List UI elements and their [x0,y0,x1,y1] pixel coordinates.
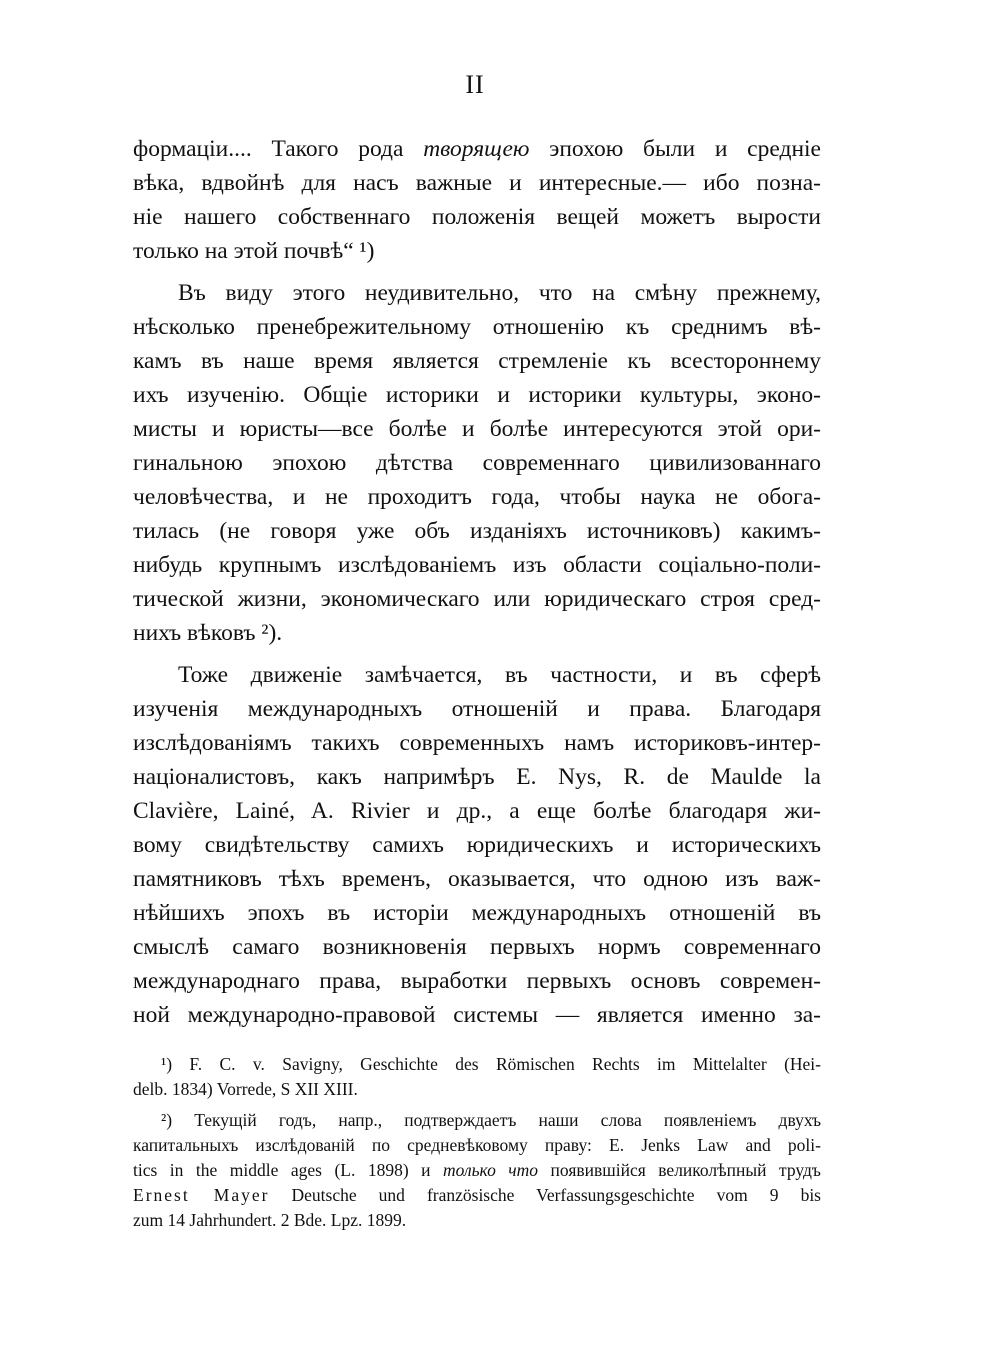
text-line: Clavière, Lainé, A. Rivier и др., а еще болѣе благодаря жи- [133,798,821,824]
footnote-line: Ernest Mayer Deutsche und französische Verfassungsgeschichte vom 9 bis [133,1185,821,1205]
footnotes [133,1052,821,1233]
paragraph-3 [133,658,821,1032]
footnote-1 [133,1052,821,1102]
text-line: тической жизни, экономическаго или юридическаго строя сред- [133,586,821,612]
footnote-line: ¹) F. C. v. Savigny, Geschichte des Römischen Rechts im Mittelalter (Hei- [161,1054,821,1074]
footnote-line: delb. 1834) Vorrede, S XII XIII. [133,1079,358,1099]
text-line: нихъ вѣковъ ²). [133,620,283,646]
text-line: формаціи.... Такого рода творящею эпохою были и средніе [133,136,821,162]
text-line: камъ въ наше время является стремленіе къ всестороннему [133,348,821,374]
footnote-line: zum 14 Jahrhundert. 2 Bde. Lpz. 1899. [133,1210,407,1230]
footnote-line: капитальныхъ изслѣдованій по средневѣковому праву: E. Jenks Law and poli- [133,1135,821,1155]
author-name: Ernest Mayer [133,1185,270,1205]
text-line: международнаго права, выработки первыхъ основъ современ- [133,968,821,994]
paragraph-2 [133,276,821,650]
text-line: мисты и юристы—все болѣе и болѣе интересуются этой ори- [133,416,821,442]
text-line: ной международно-правовой системы — является именно за- [133,1002,821,1028]
page-number: II [465,70,485,99]
emphasis-word: творящею [423,136,530,162]
text-line: ніе нашего собственнаго положенія вещей можетъ вырости [133,204,821,230]
text-line: нибудь крупнымъ изслѣдованіемъ изъ области соціально-поли- [133,552,821,578]
text-line: гинальною эпохою дѣтства современнаго цивилизованнаго [133,450,821,476]
footnote-2 [133,1108,821,1233]
text-line: памятниковъ тѣхъ временъ, оказывается, что одною изъ важ- [133,866,821,892]
text-line: тилась (не говоря уже объ изданіяхъ источниковъ) какимъ- [133,518,821,544]
text-line: націоналистовъ, какъ напримѣръ E. Nys, R. de Maulde la [133,764,821,790]
text-line: только на этой почвѣ“ ¹) [133,238,375,264]
text-line: Тоже движеніе замѣчается, въ частности, и въ сферѣ [178,662,821,688]
text-line: смыслѣ самаго возникновенія первыхъ нормъ современнаго [133,934,821,960]
paragraph-1 [133,132,821,268]
text-line: изученія международныхъ отношеній и права. Благодаря [133,696,821,722]
text-line: вѣка, вдвойнѣ для насъ важные и интересные.— ибо позна- [133,170,821,196]
text-line: Въ виду этого неудивительно, что на смѣну прежнему, [178,280,821,306]
text-line: ихъ изученію. Общіе историки и историки культуры, эконо- [133,382,821,408]
text-line: человѣчества, и не проходитъ года, чтобы наука не обога- [133,484,821,510]
footnote-line: ²) Текущій годъ, напр., подтверждаетъ наши слова появленіемъ двухъ [161,1110,821,1130]
emphasis-phrase: только что [443,1160,539,1180]
text-line: нѣйшихъ эпохъ въ исторіи международныхъ отношеній въ [133,900,821,926]
text-line: вому свидѣтельству самихъ юридическихъ и историческихъ [133,832,821,858]
main-text [133,132,821,1040]
footnote-line: tics in the middle ages (L. 1898) и только что появившійся великолѣпный трудъ [133,1160,821,1180]
text-line: изслѣдованіямъ такихъ современныхъ намъ историковъ-интер- [133,730,821,756]
text-line: нѣсколько пренебрежительному отношенію къ среднимъ вѣ- [133,314,821,340]
